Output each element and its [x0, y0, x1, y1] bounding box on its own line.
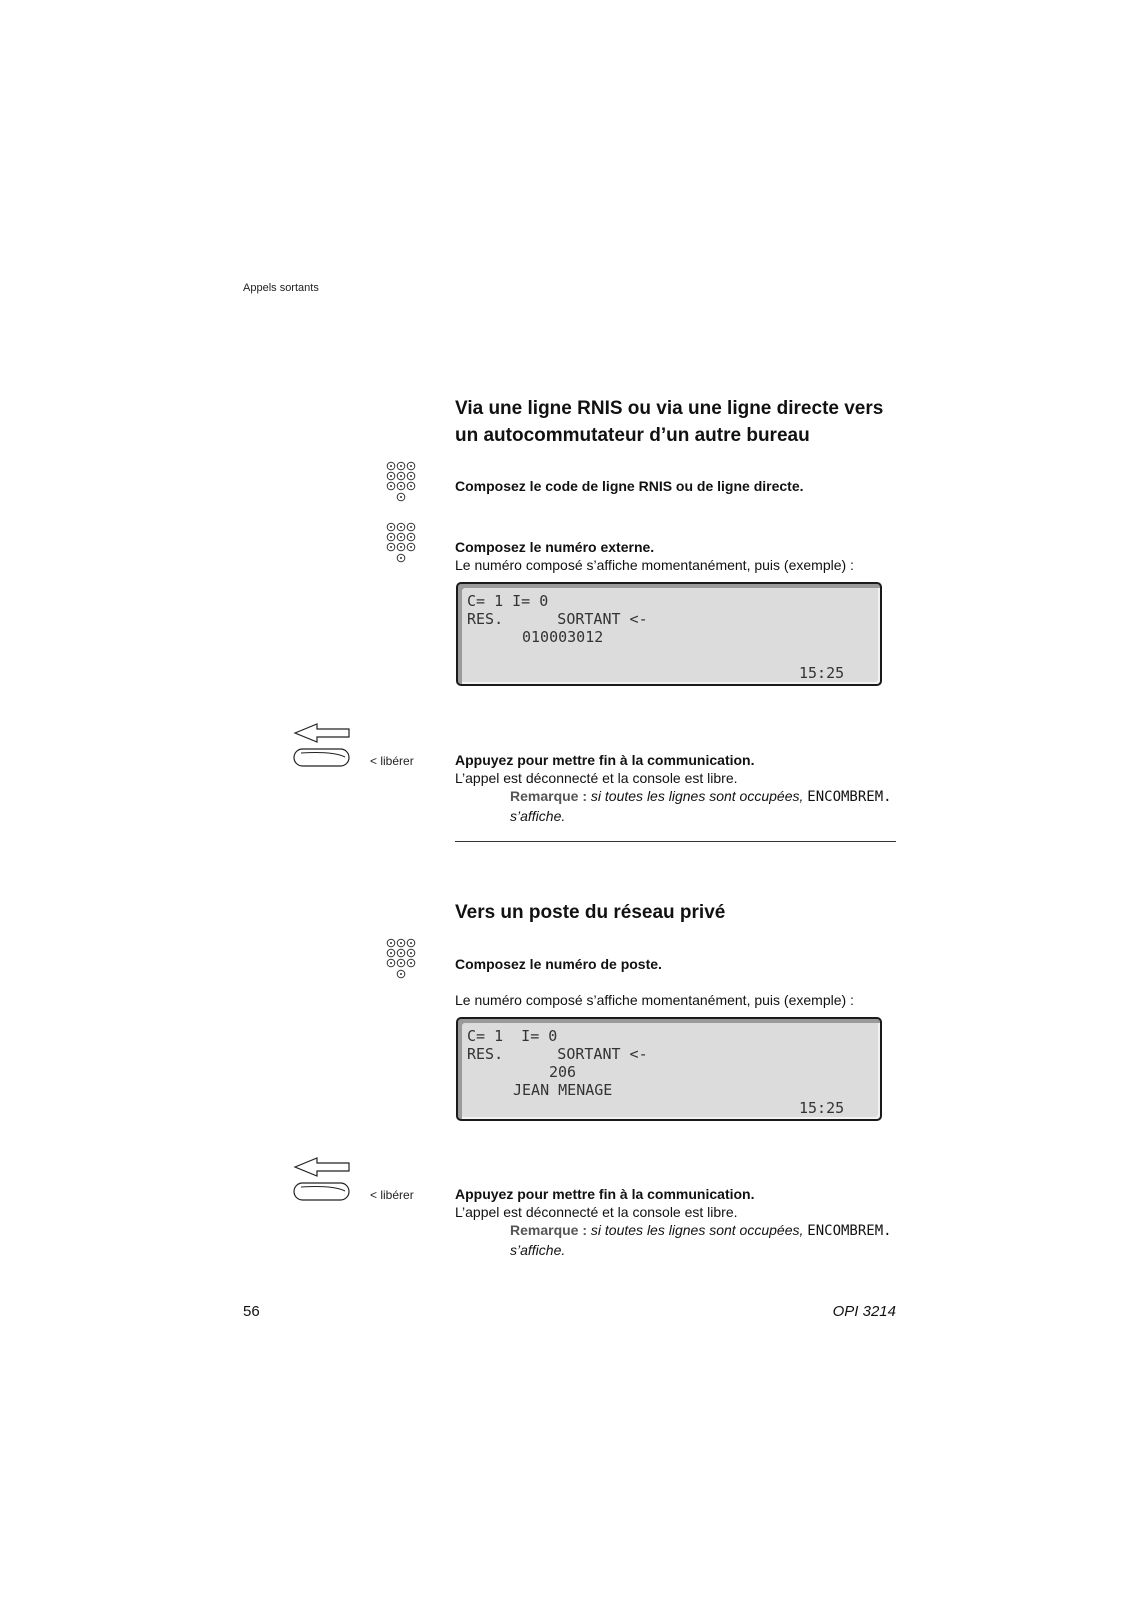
note-text: si toutes les lignes sont occupées,: [590, 788, 804, 804]
lcd-line-4: JEAN MENAGE: [513, 1081, 613, 1099]
instruction-text: L’appel est déconnecté et la console est libre.: [455, 1204, 738, 1220]
lcd-time: 15:25: [799, 664, 845, 682]
section-title-line2: un autocommutateur d’un autre bureau: [455, 425, 810, 446]
left-arrow-icon: [293, 722, 351, 749]
instruction-bold: Composez le code de ligne RNIS ou de ligne directe.: [455, 478, 804, 494]
note-code: ENCOMBREM.: [807, 1223, 892, 1239]
release-key-label: < libérer: [370, 1188, 414, 1202]
note-end: s’affiche.: [510, 808, 566, 824]
instruction-bold: Composez le numéro de poste.: [455, 956, 662, 972]
page-header-label: Appels sortants: [243, 282, 319, 294]
release-key-label: < libérer: [370, 754, 414, 768]
note-remark: [510, 787, 900, 826]
keypad-icon: [386, 522, 420, 566]
instruction-text: Le numéro composé s’affiche momentanément, puis (exemple) :: [455, 557, 854, 573]
section-title-rnis: [455, 395, 895, 449]
instruction-text: L’appel est déconnecté et la console est libre.: [455, 770, 738, 786]
product-name: OPI 3214: [832, 1303, 896, 1320]
keypad-icon: [386, 461, 420, 505]
lcd-line-3: 206: [549, 1063, 577, 1081]
instruction-bold: Appuyez pour mettre fin à la communication.: [455, 1186, 755, 1202]
release-key-icon[interactable]: [293, 1181, 351, 1208]
instruction-release: [455, 751, 895, 787]
lcd-display: [456, 582, 882, 686]
section-separator: [455, 841, 896, 842]
lcd-line-1: C= 1 I= 0: [467, 592, 549, 610]
instruction-dial-external: [455, 538, 895, 574]
instruction-dial-line-code: [455, 477, 895, 495]
instruction-bold: Composez le numéro externe.: [455, 539, 655, 555]
instruction-bold: Appuyez pour mettre fin à la communication.: [455, 752, 755, 768]
lcd-display: [456, 1017, 882, 1121]
lcd-line-3: 010003012: [522, 628, 604, 646]
lcd-line-2: RES. SORTANT <-: [467, 610, 648, 628]
page-number: 56: [243, 1303, 260, 1320]
keypad-icon: [386, 938, 420, 982]
release-key-icon[interactable]: [293, 747, 351, 774]
note-label: Remarque :: [510, 788, 588, 804]
note-end: s’affiche.: [510, 1242, 566, 1258]
note-text: si toutes les lignes sont occupées,: [590, 1222, 804, 1238]
note-code: ENCOMBREM.: [807, 789, 892, 805]
instruction-display-info: [455, 991, 895, 1009]
instruction-release: [455, 1185, 895, 1221]
section-title-private-network: Vers un poste du réseau privé: [455, 902, 726, 923]
instruction-dial-extension: [455, 955, 895, 973]
instruction-text: Le numéro composé s’affiche momentanément, puis (exemple) :: [455, 992, 854, 1008]
lcd-line-2: RES. SORTANT <-: [467, 1045, 648, 1063]
lcd-line-1: C= 1 I= 0: [467, 1027, 558, 1045]
left-arrow-icon: [293, 1156, 351, 1183]
note-label: Remarque :: [510, 1222, 588, 1238]
lcd-time: 15:25: [799, 1099, 845, 1117]
section-title-line1: Via une ligne RNIS ou via une ligne directe vers: [455, 398, 884, 419]
note-remark: [510, 1221, 900, 1260]
